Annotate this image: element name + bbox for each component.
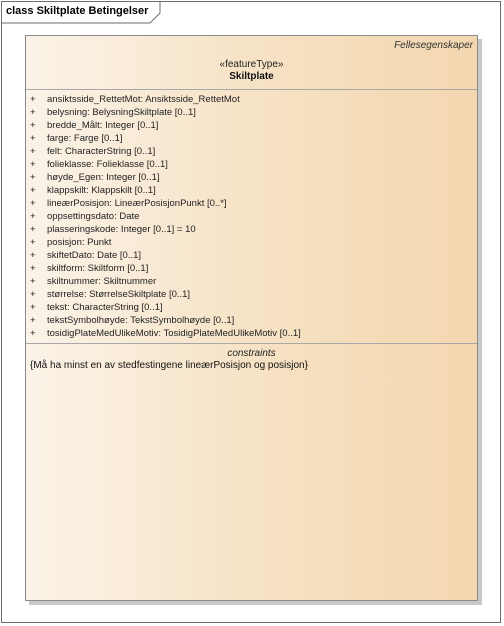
attribute-row bbox=[30, 210, 301, 223]
attribute-text: folieklasse: Folieklasse [0..1] bbox=[47, 159, 168, 170]
attribute-visibility: + bbox=[30, 328, 36, 339]
attribute-list bbox=[30, 93, 301, 340]
attribute-row bbox=[30, 93, 301, 106]
attribute-visibility: + bbox=[30, 198, 36, 209]
attribute-text: ansiktsside_RettetMot: Ansiktsside_RettetMot bbox=[47, 94, 240, 105]
attribute-row bbox=[30, 132, 301, 145]
attribute-text: skiftetDato: Date [0..1] bbox=[47, 250, 141, 261]
attribute-text: belysning: BelysningSkiltplate [0..1] bbox=[47, 107, 196, 118]
attribute-visibility: + bbox=[30, 185, 36, 196]
attribute-visibility: + bbox=[30, 133, 36, 144]
package-label: Fellesegenskaper bbox=[394, 40, 473, 51]
constraints-header: constraints bbox=[227, 348, 276, 359]
attribute-visibility: + bbox=[30, 237, 36, 248]
attribute-row bbox=[30, 249, 301, 262]
attribute-row bbox=[30, 184, 301, 197]
attribute-row bbox=[30, 145, 301, 158]
attribute-row bbox=[30, 197, 301, 210]
attribute-text: tekst: CharacterString [0..1] bbox=[47, 302, 163, 313]
attribute-row bbox=[30, 119, 301, 132]
attribute-visibility: + bbox=[30, 289, 36, 300]
attribute-row bbox=[30, 262, 301, 275]
attribute-visibility: + bbox=[30, 172, 36, 183]
attribute-visibility: + bbox=[30, 263, 36, 274]
attribute-row bbox=[30, 223, 301, 236]
frame-title: class Skiltplate Betingelser bbox=[6, 5, 149, 17]
attribute-visibility: + bbox=[30, 94, 36, 105]
attribute-text: plasseringskode: Integer [0..1] = 10 bbox=[47, 224, 196, 235]
attribute-row bbox=[30, 327, 301, 340]
attributes-divider bbox=[26, 89, 477, 90]
constraint-text: {Må ha minst en av stedfestingene lineærPosisjon og posisjon} bbox=[30, 360, 308, 371]
attribute-visibility: + bbox=[30, 146, 36, 157]
attribute-row bbox=[30, 275, 301, 288]
attribute-row bbox=[30, 288, 301, 301]
attribute-text: bredde_Målt: Integer [0..1] bbox=[47, 120, 159, 131]
attribute-visibility: + bbox=[30, 302, 36, 313]
attribute-text: tosidigPlateMedUlikeMotiv: TosidigPlateMedUlikeMotiv [0..1] bbox=[47, 328, 301, 339]
attribute-visibility: + bbox=[30, 107, 36, 118]
attribute-text: størrelse: StørrelseSkiltplate [0..1] bbox=[47, 289, 191, 300]
class-stereotype: «featureType» bbox=[219, 59, 284, 70]
attribute-text: lineærPosisjon: LineærPosisjonPunkt [0..*] bbox=[47, 198, 227, 209]
class-name: Skiltplate bbox=[229, 71, 274, 82]
attribute-text: posisjon: Punkt bbox=[47, 237, 112, 248]
attribute-visibility: + bbox=[30, 224, 36, 235]
attribute-text: oppsettingsdato: Date bbox=[47, 211, 140, 222]
attribute-row bbox=[30, 171, 301, 184]
attribute-text: tekstSymbolhøyde: TekstSymbolhøyde [0..1] bbox=[47, 315, 235, 326]
attribute-text: høyde_Egen: Integer [0..1] bbox=[47, 172, 160, 183]
attribute-text: klappskilt: Klappskilt [0..1] bbox=[47, 185, 156, 196]
attribute-text: skiltnummer: Skiltnummer bbox=[47, 276, 157, 287]
attribute-visibility: + bbox=[30, 276, 36, 287]
constraints-divider bbox=[26, 343, 477, 344]
attribute-row bbox=[30, 236, 301, 249]
attribute-text: felt: CharacterString [0..1] bbox=[47, 146, 156, 157]
attribute-text: skiltform: Skiltform [0..1] bbox=[47, 263, 149, 274]
attribute-visibility: + bbox=[30, 315, 36, 326]
attribute-visibility: + bbox=[30, 120, 36, 131]
attribute-row bbox=[30, 301, 301, 314]
attribute-row bbox=[30, 106, 301, 119]
attribute-visibility: + bbox=[30, 250, 36, 261]
attribute-row bbox=[30, 314, 301, 327]
attribute-visibility: + bbox=[30, 211, 36, 222]
attribute-text: farge: Farge [0..1] bbox=[47, 133, 123, 144]
class-box-skiltplate[interactable] bbox=[25, 35, 478, 601]
attribute-row bbox=[30, 158, 301, 171]
attribute-visibility: + bbox=[30, 159, 36, 170]
frame-title-tab bbox=[2, 2, 162, 24]
